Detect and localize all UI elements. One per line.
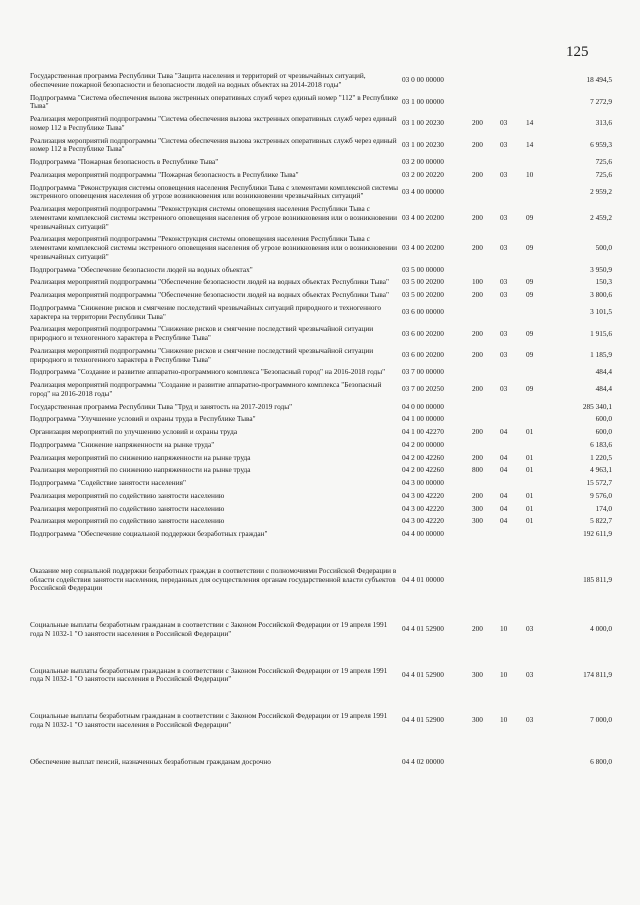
table-row [30,70,612,92]
row-name: Реализация мероприятий по снижению напряженности на рынке труда [30,465,251,475]
table-row [30,289,612,302]
row-code: 03 2 00 00000 [402,157,444,166]
row-expense-type: 200 [472,350,483,360]
row-amount: 3 950,9 [590,264,612,274]
row-section: 03 [500,169,508,179]
row-expense-type: 200 [472,212,483,222]
row-amount: 725,6 [595,169,612,179]
table-row [30,565,612,595]
row-code: 04 3 00 00000 [402,478,444,487]
row-amount: 7 272,9 [590,96,612,106]
row-expense-type [472,756,500,769]
row-spacer [30,732,612,756]
row-name: Государственная программа Республики Тыва "Труд и занятость на 2017-2019 годы" [30,401,293,411]
table-row [30,182,612,204]
row-section [500,70,526,92]
table-row [30,503,612,516]
row-expense-type: 100 [472,277,483,287]
row-section: 03 [500,350,508,360]
row-amount: 192 611,9 [583,529,612,538]
row-amount: 313,6 [595,118,612,128]
row-spacer [30,541,612,565]
row-section [500,156,526,169]
row-code: 03 4 00 20200 [402,243,444,252]
row-amount: 6 959,3 [590,139,612,149]
row-subsection: 14 [526,139,534,149]
row-section: 03 [500,118,508,128]
row-section [500,756,526,769]
table-row [30,302,612,324]
row-subsection: 01 [526,452,534,462]
table-row [30,426,612,439]
row-amount: 3 101,5 [590,307,612,317]
row-code: 03 1 00 00000 [402,96,444,106]
row-section: 04 [500,516,508,526]
row-subsection [526,565,552,595]
row-expense-type [472,92,500,114]
row-subsection [526,264,552,277]
table-row [30,264,612,277]
row-code: 04 4 01 00000 [402,574,444,584]
table-row [30,345,612,367]
row-code: 03 7 00 20250 [402,384,444,394]
row-name: Реализация мероприятий по содействию занятости населению [30,503,225,513]
table-row [30,366,612,379]
row-section: 04 [500,503,508,513]
row-amount: 2 459,2 [590,212,612,222]
row-expense-type: 200 [472,328,483,338]
row-name: Реализация мероприятий по снижению напряженности на рынке труда [30,452,251,462]
row-spacer-cell [30,686,612,710]
row-subsection: 01 [526,427,534,436]
row-subsection [526,182,552,204]
row-expense-type: 200 [472,290,483,299]
row-section [500,92,526,114]
row-expense-type: 200 [472,624,483,634]
row-expense-type: 200 [472,169,483,179]
row-code: 04 3 00 42220 [402,516,444,526]
table-row [30,113,612,135]
row-spacer [30,686,612,710]
row-expense-type: 200 [472,139,483,149]
table-row [30,528,612,541]
row-section: 10 [500,624,508,634]
row-expense-type: 300 [472,516,483,526]
table-row [30,169,612,182]
row-spacer-cell [30,641,612,665]
row-subsection [526,70,552,92]
row-expense-type: 200 [472,118,483,128]
row-spacer [30,641,612,665]
row-expense-type [472,413,500,426]
row-amount: 1 915,6 [590,328,612,338]
row-section [500,413,526,426]
row-expense-type: 200 [472,490,483,500]
table-row [30,92,612,114]
row-subsection [526,156,552,169]
row-amount: 4 963,1 [590,465,612,475]
row-amount: 2 959,2 [590,186,612,196]
row-code: 04 4 00 00000 [402,529,444,538]
row-subsection: 09 [526,328,534,338]
row-section [500,565,526,595]
row-code: 04 1 00 42270 [402,427,444,436]
row-code: 04 2 00 00000 [402,439,444,449]
row-section [500,528,526,541]
row-subsection: 09 [526,243,534,252]
row-section [500,182,526,204]
row-expense-type [472,156,500,169]
budget-table-body [30,70,612,768]
row-expense-type: 200 [472,384,483,394]
row-amount: 484,4 [595,367,612,377]
row-name: Реализация мероприятий подпрограммы "Обеспечение безопасности людей на водных объектах Республики Тыва" [30,290,389,299]
row-expense-type [472,439,500,452]
row-section: 10 [500,715,508,725]
row-code: 03 1 00 20230 [402,118,444,128]
row-code: 03 7 00 00000 [402,367,444,377]
row-expense-type: 800 [472,465,483,475]
row-amount: 174 811,9 [583,669,612,679]
row-subsection [526,477,552,490]
row-expense-type [472,182,500,204]
row-name: Подпрограмма "Реконструкция системы оповещения населения Республики Тыва с элементами комплексной системы экстренного оповещения населения об угрозе возникновения или возникновении чрезвычайных ситуаций" [30,182,399,201]
table-row [30,156,612,169]
page-number: 125 [566,44,589,60]
row-code: 03 1 00 20230 [402,139,444,149]
row-subsection [526,366,552,379]
table-row [30,477,612,490]
row-spacer-cell [30,732,612,756]
row-name: Социальные выплаты безработным гражданам в соответствии с Законом Российской Федерации от 19 апреля 1991 года N 1032-1 "О занятости населения в Российской Федерации" [30,620,388,638]
table-row [30,710,612,732]
table-row [30,203,612,233]
table-row [30,464,612,477]
row-amount: 7 000,0 [590,715,612,725]
row-expense-type [472,401,500,414]
row-name: Подпрограмма "Снижение напряженности на рынке труда" [30,439,215,449]
row-subsection: 09 [526,350,534,360]
table-row [30,379,612,401]
row-subsection: 03 [526,669,534,679]
row-subsection: 03 [526,624,534,634]
row-code: 03 4 00 20200 [402,212,444,222]
row-amount: 600,0 [595,427,612,436]
row-name: Подпрограмма "Система обеспечения вызова экстренных оперативных служб через единый номер "112" в Республике Тыва" [30,92,399,111]
row-expense-type: 300 [472,503,483,513]
row-expense-type [472,70,500,92]
row-name: Подпрограмма "Создание и развитие аппаратно-программного комплекса "Безопасный город" на 2016-2018 годы" [30,367,386,377]
row-amount: 725,6 [595,157,612,166]
row-name: Реализация мероприятий подпрограммы "Реконструкция системы оповещения населения Республики Тыва с элементами комплексной системы экстренного оповещения населения об угрозе возникновения или о возникновении чрезвычайных ситуаций" [30,234,398,261]
row-subsection: 14 [526,118,534,128]
row-name: Реализация мероприятий по содействию занятости населению [30,516,225,526]
row-code: 03 6 00 20200 [402,350,444,360]
row-amount: 3 800,6 [590,290,612,299]
row-section: 03 [500,384,508,394]
row-name: Подпрограмма "Снижение рисков и смягчение последствий чрезвычайных ситуаций природного и техногенного характера на территории Республики Тыва" [30,302,381,321]
row-expense-type [472,302,500,324]
row-subsection [526,528,552,541]
row-amount: 6 183,6 [590,439,612,449]
row-name: Организация мероприятий по улучшению условий и охраны труда [30,427,238,436]
table-row [30,413,612,426]
row-amount: 484,4 [595,384,612,394]
row-expense-type [472,366,500,379]
row-name: Реализация мероприятий подпрограммы "Снижение рисков и смягчение последствий чрезвычайной ситуации природного и техногенного характера в Республике Тыва" [30,345,374,364]
row-name: Подпрограмма "Улучшение условий и охраны труда в Республике Тыва" [30,414,256,424]
row-amount: 285 340,1 [582,401,612,411]
row-code: 03 6 00 20200 [402,328,444,338]
table-row [30,452,612,465]
row-name: Подпрограмма "Содействие занятости населения" [30,478,186,487]
row-section [500,264,526,277]
row-subsection [526,756,552,769]
row-code: 03 5 00 00000 [402,264,444,274]
row-code: 04 4 01 52900 [402,715,444,725]
row-name: Реализация мероприятий подпрограммы "Система обеспечения вызова экстренных оперативных служб через единый номер 112 в Республике Тыва" [30,114,397,132]
row-name: Государственная программа Республики Тыва "Защита населения и территорий от чрезвычайных ситуаций, обеспечение пожарной безопасности и безопасности людей на водных объектах на 2014-2018 годы" [30,71,366,89]
row-section: 04 [500,465,508,475]
table-row [30,276,612,289]
table-row [30,135,612,157]
row-section: 03 [500,328,508,338]
row-subsection: 01 [526,490,534,500]
row-expense-type: 300 [472,715,483,725]
row-subsection: 09 [526,277,534,287]
row-section [500,302,526,324]
table-row [30,665,612,687]
row-spacer-cell [30,595,612,619]
row-subsection: 09 [526,384,534,394]
row-name: Подпрограмма "Пожарная безопасность в Республике Тыва" [30,157,219,166]
row-code: 04 3 00 42220 [402,503,444,513]
row-expense-type: 200 [472,427,483,436]
row-name: Реализация мероприятий по содействию занятости населению [30,490,225,500]
row-amount: 1 185,9 [590,350,612,360]
row-section: 04 [500,490,508,500]
row-code: 04 2 00 42260 [402,465,444,475]
row-section [500,401,526,414]
row-name: Реализация мероприятий подпрограммы "Создание и развитие аппаратно-программного комплекса "Безопасный город" на 2016-2018 годы" [30,380,382,398]
row-name: Реализация мероприятий подпрограммы "Обеспечение безопасности людей на водных объектах Республики Тыва" [30,277,389,287]
table-row [30,515,612,528]
row-amount: 1 220,5 [590,452,612,462]
row-code: 04 3 00 42220 [402,490,444,500]
row-subsection: 01 [526,465,534,475]
row-subsection: 09 [526,212,534,222]
row-subsection: 10 [526,169,534,179]
row-name: Реализация мероприятий подпрограммы "Снижение рисков и смягчение последствий чрезвычайной ситуации природного и техногенного характера в Республике Тыва" [30,324,374,342]
row-subsection: 01 [526,516,534,526]
row-code: 03 6 00 00000 [402,307,444,317]
table-row [30,233,612,263]
row-section: 10 [500,669,508,679]
row-expense-type [472,528,500,541]
table-row [30,756,612,769]
row-section: 03 [500,290,508,299]
table-row [30,401,612,414]
row-amount: 5 822,7 [590,516,612,526]
row-code: 03 0 00 00000 [402,75,444,85]
row-name: Подпрограмма "Обеспечение безопасности людей на водных объектах" [30,264,253,274]
row-section [500,477,526,490]
row-subsection: 01 [526,503,534,513]
row-name: Социальные выплаты безработным гражданам в соответствии с Законом Российской Федерации от 19 апреля 1991 года N 1032-1 "О занятости населения в Российской Федерации" [30,711,388,729]
row-amount: 15 572,7 [586,478,612,487]
row-code: 04 0 00 00000 [402,401,444,411]
row-code: 04 4 02 00000 [402,756,444,766]
row-amount: 150,3 [595,277,612,287]
row-section [500,366,526,379]
row-code: 03 5 00 20200 [402,277,444,287]
table-row [30,323,612,345]
row-amount: 9 576,0 [590,490,612,500]
row-subsection: 09 [526,290,534,299]
row-section [500,439,526,452]
row-name: Подпрограмма "Обеспечение социальной поддержки безработных граждан" [30,529,268,538]
row-section: 03 [500,212,508,222]
row-code: 04 2 00 42260 [402,452,444,462]
table-row [30,439,612,452]
row-amount: 185 811,9 [583,574,612,584]
row-section: 03 [500,139,508,149]
row-subsection [526,401,552,414]
row-expense-type: 200 [472,452,483,462]
row-name: Реализация мероприятий подпрограммы "Пожарная безопасность в Республике Тыва" [30,169,299,179]
row-section: 03 [500,243,508,252]
row-expense-type: 200 [472,243,483,252]
row-code: 04 4 01 52900 [402,624,444,634]
row-name: Реализация мероприятий подпрограммы "Система обеспечения вызова экстренных оперативных служб через единый номер 112 в Республике Тыва" [30,135,397,154]
row-code: 03 5 00 20200 [402,290,444,299]
row-name: Оказание мер социальной поддержки безработных граждан в соответствии с полномочиями Российской Федерации в области содействия занятости населения, переданных для осуществления органам государственной власти субъектов Российской Федерации [30,565,397,593]
row-subsection [526,413,552,426]
row-amount: 174,0 [595,503,612,513]
table-row [30,619,612,641]
row-spacer [30,595,612,619]
row-subsection [526,92,552,114]
row-code: 04 4 01 52900 [402,669,444,679]
row-section: 03 [500,277,508,287]
row-expense-type: 300 [472,669,483,679]
row-amount: 600,0 [595,414,612,424]
row-expense-type [472,565,500,595]
row-amount: 6 800,0 [590,756,612,766]
row-amount: 18 494,5 [586,75,612,85]
row-amount: 4 000,0 [590,624,612,634]
table-row [30,490,612,503]
row-section: 04 [500,452,508,462]
budget-table [30,70,612,768]
row-name: Реализация мероприятий подпрограммы "Реконструкция системы оповещения населения Республики Тыва с элементами комплексной системы экстренного оповещения населения об угрозе возникновения или о возникновении чрезвычайных ситуаций" [30,204,398,231]
row-code: 04 1 00 00000 [402,414,444,424]
row-expense-type [472,477,500,490]
row-section: 04 [500,427,508,436]
row-subsection [526,302,552,324]
row-code: 03 2 00 20220 [402,169,444,179]
row-amount: 500,0 [595,243,612,252]
row-name: Социальные выплаты безработным гражданам в соответствии с Законом Российской Федерации от 19 апреля 1991 года N 1032-1 "О занятости населения в Российской Федерации" [30,665,388,684]
row-subsection [526,439,552,452]
row-expense-type [472,264,500,277]
row-code: 03 4 00 00000 [402,186,444,196]
row-spacer-cell [30,541,612,565]
row-name: Обеспечение выплат пенсий, назначенных безработным гражданам досрочно [30,756,271,766]
row-subsection: 03 [526,715,534,725]
